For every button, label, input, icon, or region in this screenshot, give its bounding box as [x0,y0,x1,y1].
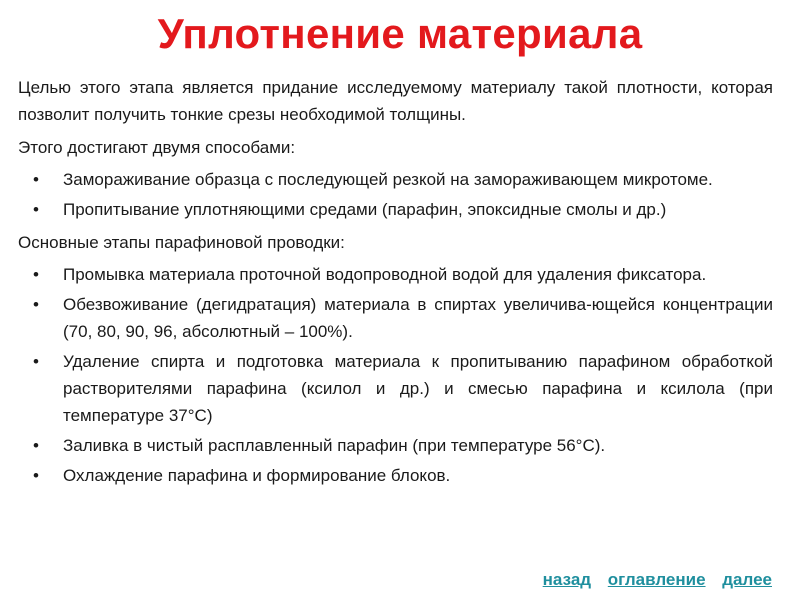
next-link[interactable]: далее [722,570,772,589]
navigation-links [531,570,772,590]
intro-paragraph: Целью этого этапа является придание исследуемому материалу такой плотности, которая позволит получить тонкие срезы необходимой толщины. [18,78,773,124]
list-item: • Удаление спирта и подготовка материала к пропитыванию парафином обработкой растворителями парафина (ксилол и др.) и смесью парафина и ксилола (при температуре 37°С) [18,348,773,429]
back-link[interactable]: назад [542,570,592,589]
list-item: • Пропитывание уплотняющими средами (парафин, эпоксидные смолы и др.) [18,196,773,223]
methods-heading: Этого достигают двумя способами: [18,138,296,157]
steps-list [18,261,773,489]
slide-content [18,74,773,495]
methods-list [18,166,773,223]
list-item: • Обезвоживание (дегидратация) материала в спиртах увеличива-ющейся концентрации (70, 80, 90, 96, абсолютный – 100%). [18,291,773,345]
list-item: • Охлаждение парафина и формирование блоков. [18,462,773,489]
list-item: • Замораживание образца с последующей резкой на замораживающем микротоме. [18,166,773,193]
list-item: • Заливка в чистый расплавленный парафин (при температуре 56°С). [18,432,773,459]
page-title: Уплотнение материала [157,10,643,57]
list-item: • Промывка материала проточной водопроводной водой для удаления фиксатора. [18,261,773,288]
contents-link[interactable]: оглавление [607,570,706,589]
steps-heading: Основные этапы парафиновой проводки: [18,233,345,252]
